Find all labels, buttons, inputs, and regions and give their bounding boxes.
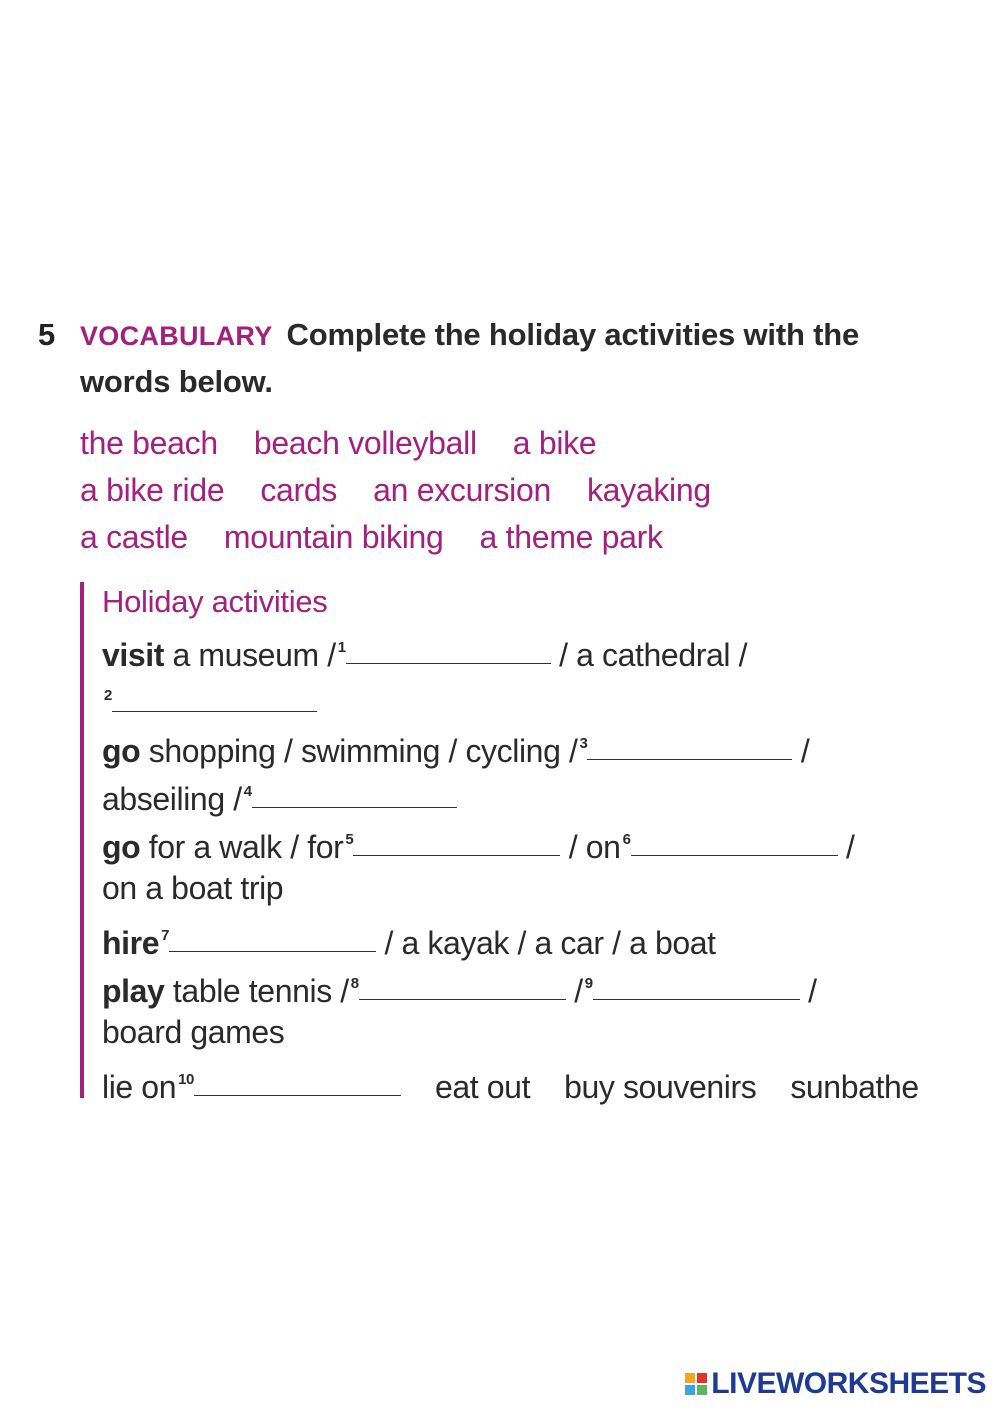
exercise-number: 5 [38, 317, 56, 352]
word-bank-line-2 [80, 467, 980, 514]
answer-blank-2[interactable] [112, 709, 317, 712]
answer-blank-4[interactable] [252, 805, 457, 808]
word-bank-line-1 [80, 420, 980, 467]
verb-hire: hire [102, 925, 160, 961]
activity-line-boat-trip [102, 868, 283, 908]
blank-number-6: 6 [622, 831, 631, 848]
logo-square [685, 1385, 695, 1395]
activity-line-go-2 [102, 820, 855, 867]
activity-line-lie-on [102, 1060, 919, 1107]
activity-text: / [792, 733, 810, 769]
answer-blank-10[interactable] [194, 1093, 401, 1096]
activity-text: on a boat trip [102, 870, 284, 906]
logo-text: LIVEWORKSHEETS [711, 1367, 986, 1400]
blank-number-4: 4 [243, 783, 252, 800]
blank-number-5: 5 [345, 831, 354, 848]
verb-play: play [102, 973, 165, 1009]
word-bank [80, 420, 980, 561]
answer-blank-6[interactable] [631, 853, 838, 856]
activity-line-abseiling [102, 772, 457, 819]
word-an-excursion: an excursion [373, 472, 551, 508]
activity-buy-souvenirs: buy souvenirs [564, 1069, 757, 1105]
activity-text: board games [102, 1014, 285, 1050]
blank-number-3: 3 [579, 735, 588, 752]
blank-number-8: 8 [350, 975, 359, 992]
verb-go: go [102, 829, 141, 865]
instruction-line-2: words below. [80, 364, 273, 399]
activity-text: / a kayak / a car / a boat [376, 925, 716, 961]
blank-number-9: 9 [584, 975, 593, 992]
activity-text: / on [560, 829, 621, 865]
word-kayaking: kayaking [586, 472, 711, 508]
activity-line-hire [102, 916, 716, 963]
logo-icon [685, 1373, 707, 1395]
word-mountain-biking: mountain biking [223, 519, 444, 555]
blank-number-7: 7 [161, 927, 170, 944]
word-beach-volleyball: beach volleyball [253, 425, 477, 461]
word-a-castle: a castle [80, 519, 188, 555]
exercise-header [38, 312, 958, 405]
activity-line-blank-2 [102, 676, 317, 723]
instruction-line-1: Complete the holiday activities with the [286, 317, 860, 352]
word-a-bike-ride: a bike ride [80, 472, 225, 508]
activities-box [80, 582, 994, 1105]
word-bank-line-3 [80, 514, 980, 561]
activities-title: Holiday activities [102, 584, 328, 619]
answer-blank-5[interactable] [353, 853, 560, 856]
activity-text: shopping / swimming / cycling / [140, 733, 578, 769]
word-a-bike: a bike [512, 425, 597, 461]
answer-blank-9[interactable] [593, 997, 800, 1000]
logo-square [697, 1385, 707, 1395]
word-cards: cards [260, 472, 338, 508]
activity-text: / [837, 829, 855, 865]
activity-line-visit [102, 628, 747, 675]
activity-text: / a cathedral / [550, 637, 748, 673]
exercise-tag: VOCABULARY [80, 321, 273, 351]
answer-blank-3[interactable] [587, 757, 792, 760]
blank-number-1: 1 [337, 639, 346, 656]
activity-text: a museum / [164, 637, 336, 673]
activity-eat-out: eat out [435, 1069, 531, 1105]
answer-blank-1[interactable] [346, 661, 551, 664]
activity-text: abseiling / [102, 781, 242, 817]
activity-line-go-1 [102, 724, 809, 771]
activity-text: for a walk / for [140, 829, 344, 865]
activity-line-play [102, 964, 817, 1011]
activity-text: lie on [102, 1069, 177, 1105]
activity-text: / [799, 973, 817, 1009]
verb-go: go [102, 733, 141, 769]
blank-number-2: 2 [104, 687, 112, 704]
activity-sunbathe: sunbathe [790, 1069, 919, 1105]
verb-visit: visit [102, 637, 165, 673]
activity-line-board-games [102, 1012, 284, 1052]
answer-blank-7[interactable] [169, 949, 376, 952]
activity-text: / [565, 973, 583, 1009]
word-the-beach: the beach [80, 425, 218, 461]
blank-number-10: 10 [178, 1071, 194, 1088]
liveworksheets-logo [685, 1367, 986, 1401]
logo-square [697, 1373, 707, 1383]
answer-blank-8[interactable] [359, 997, 566, 1000]
logo-square [685, 1373, 695, 1383]
activity-text: table tennis / [164, 973, 349, 1009]
word-a-theme-park: a theme park [479, 519, 663, 555]
